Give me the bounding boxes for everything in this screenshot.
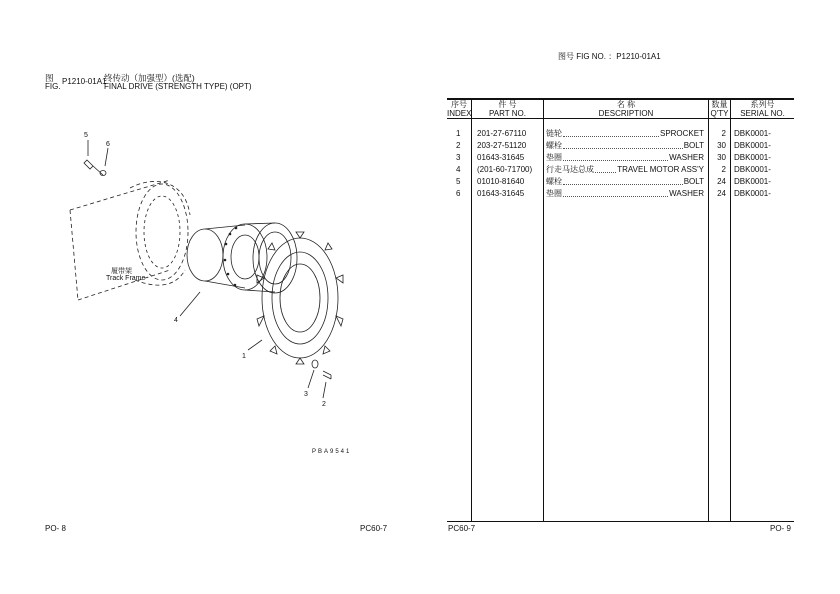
- row-description: 垫圈 WASHER: [546, 189, 704, 198]
- header-part-zh: 件 号: [498, 100, 517, 109]
- row-part-no: 01643-31645: [477, 189, 525, 198]
- row-description: 垫圈 WASHER: [546, 153, 704, 162]
- callout-5: 5: [84, 132, 88, 139]
- row-part-no: 01010-81640: [477, 177, 525, 186]
- exploded-view-drawing: [40, 120, 370, 470]
- row-serial: DBK0001-: [734, 141, 771, 150]
- header-desc-en: DESCRIPTION: [598, 109, 654, 118]
- fig-number: P1210-01A1: [62, 77, 107, 86]
- row-description: 行走马达总成 TRAVEL MOTOR ASS'Y: [546, 165, 704, 174]
- row-qty: 24: [717, 189, 726, 198]
- fig-label-zh: 图: [45, 73, 54, 83]
- row-description: 螺栓 BOLT: [546, 177, 704, 186]
- header-index-en: INDEX: [447, 109, 472, 118]
- row-serial: DBK0001-: [734, 177, 771, 186]
- drawing-code: PBA9541: [312, 449, 352, 455]
- row-part-no: 01643-31645: [477, 153, 525, 162]
- right-model: PC60-7: [448, 524, 476, 533]
- row-part-no: (201-60-71700): [477, 165, 533, 174]
- row-description: 螺栓 BOLT: [546, 141, 704, 150]
- right-fig-number: 图号 FIG NO. ：P1210-01A1: [558, 52, 661, 61]
- callout-2: 2: [322, 401, 326, 408]
- row-qty: 24: [717, 177, 726, 186]
- row-index: 3: [456, 153, 461, 162]
- callout-1: 1: [242, 353, 246, 360]
- row-serial: DBK0001-: [734, 165, 771, 174]
- row-index: 2: [456, 141, 461, 150]
- callout-3: 3: [304, 391, 308, 398]
- left-page-number: PO- 8: [45, 524, 66, 533]
- callout-4: 4: [174, 317, 178, 324]
- header-qty-zh: 数量: [711, 100, 728, 109]
- row-index: 6: [456, 189, 461, 198]
- row-serial: DBK0001-: [734, 129, 771, 138]
- row-qty: 30: [717, 153, 726, 162]
- row-serial: DBK0001-: [734, 189, 771, 198]
- row-description: 链轮 SPROCKET: [546, 129, 704, 138]
- right-page-number: PO- 9: [770, 524, 791, 533]
- header-serial-en: SERIAL NO.: [740, 109, 785, 118]
- header-index-zh: 序号: [451, 100, 467, 109]
- left-model: PC60-7: [360, 524, 388, 533]
- figure-title-zh: 终传动（加强型）(选配): [104, 73, 195, 83]
- row-qty: 2: [721, 129, 726, 138]
- header-desc-zh: 名 称: [616, 100, 636, 109]
- header-part-en: PART NO.: [489, 109, 526, 118]
- fig-label-en: FIG.: [45, 82, 61, 91]
- row-part-no: 201-27-67110: [477, 129, 527, 138]
- figure-title-en: FINAL DRIVE (STRENGTH TYPE) (OPT): [104, 82, 252, 91]
- row-qty: 2: [721, 165, 726, 174]
- track-frame-label-zh: 履带架: [111, 268, 132, 275]
- row-serial: DBK0001-: [734, 153, 771, 162]
- header-serial-zh: 系列号: [750, 100, 775, 109]
- callout-6: 6: [106, 141, 110, 148]
- track-frame-label-en: Track Frame: [106, 275, 146, 282]
- row-index: 1: [456, 129, 461, 138]
- row-part-no: 203-27-51120: [477, 141, 527, 150]
- row-index: 5: [456, 177, 461, 186]
- row-qty: 30: [717, 141, 726, 150]
- header-qty-en: Q'TY: [710, 109, 729, 118]
- row-index: 4: [456, 165, 461, 174]
